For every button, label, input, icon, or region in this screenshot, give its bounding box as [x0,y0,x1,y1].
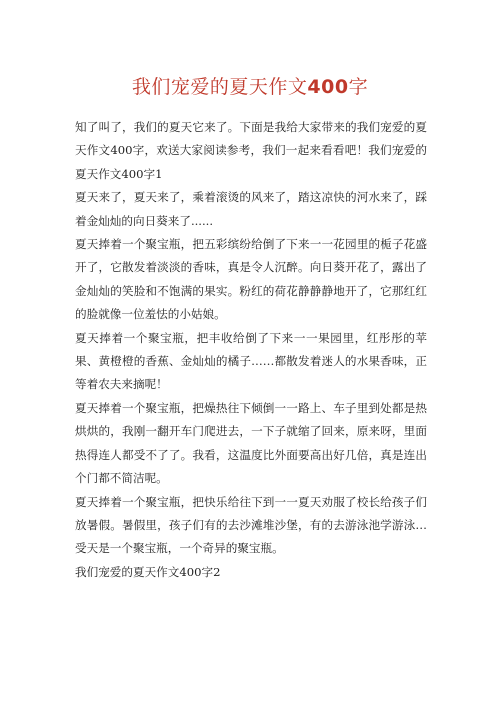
paragraph-harvest: 夏天捧着一个聚宝瓶，把丰收给倒了下来一一果园里，红彤彤的苹果、黄橙橙的香蕉、金灿灿的橘子……都散发着迷人的水果香味，正等着农夫来摘呢！ [75,330,427,392]
title-number: 400 [307,76,349,98]
paragraph-happiness: 夏天捧着一个聚宝瓶，把快乐给往下到一一夏天劝服了校长给孩子们放暑假。暑假里，孩子们有的去沙滩堆沙堡，有的去游泳池学游泳…受天是一个聚宝瓶，一个奇异的聚宝瓶。 [75,494,427,556]
paragraph-next-heading: 我们宠爱的夏天作文400字2 [75,564,221,579]
document-body [75,116,427,584]
document-title [0,74,500,100]
paragraph-intro: 知了叫了，我们的夏天它来了。下面是我给大家带来的我们宠爱的夏天作文400字，欢送大家阅读参考，我们一起来看看吧！我们宠爱的夏天作文400字1 [75,120,427,181]
title-prefix: 我们宠爱的夏天作文 [131,76,308,98]
paragraph-flowers: 夏天捧着一个聚宝瓶，把五彩缤纷给倒了下来一一花园里的栀子花盛开了，它散发着淡淡的香味，真是令人沉醉。向日葵开花了，露出了金灿灿的笑脸和不饱满的果实。粉红的荷花静静静地开了，它那红红的脸就像一位羞怯的小姑娘。 [75,237,427,322]
paragraph-heat: 夏天捧着一个聚宝瓶，把燥热往下倾倒一一路上、车子里到处都是热烘烘的，我刚一翻开车门爬进去，一下子就缩了回来，原来呀，里面热得连人都受不了了。我看，这温度比外面要高出好几倍，真是连出个门都不简洁呢。 [75,400,427,486]
title-suffix: 字 [348,76,369,98]
paragraph-summer-arrives: 夏天来了，夏天来了，乘着滚烫的风来了，踏这凉快的河水来了，踩着金灿灿的向日葵来了...... [75,190,427,228]
